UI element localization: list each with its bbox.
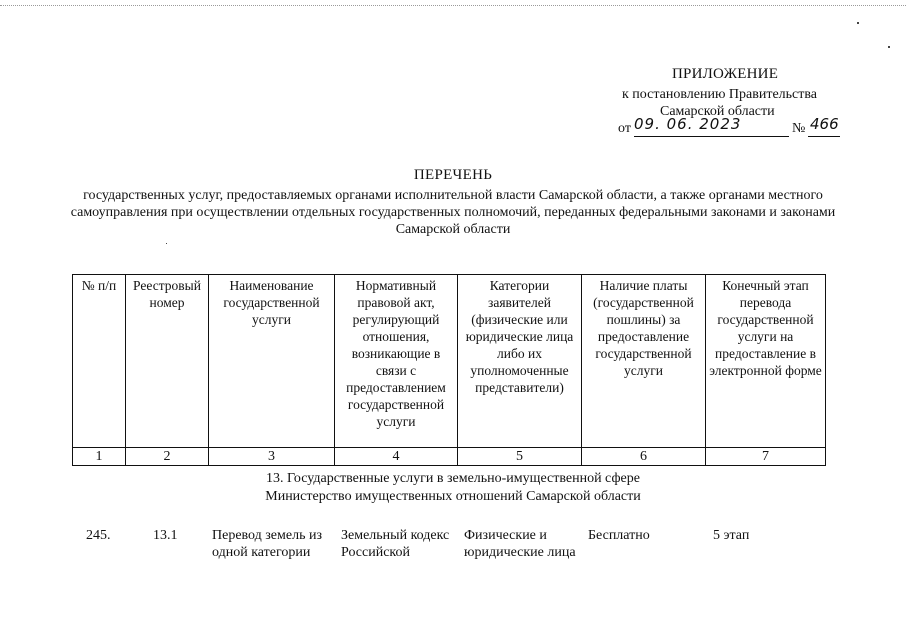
appendix-line-2: Самарской области [660, 104, 775, 119]
row-legal-act: Земельный кодекс Российской [341, 528, 450, 560]
row-number: 245. [86, 528, 111, 543]
column-header-applicants: Категории заявителей (физические или юридические лица либо их уполномоченные представители) [458, 275, 582, 448]
document-title: ПЕРЕЧЕНЬ [413, 167, 493, 183]
handwritten-number: 466 [810, 115, 839, 133]
table-column-numbers-row [73, 448, 826, 466]
column-number: 5 [458, 448, 582, 466]
column-number: 6 [582, 448, 706, 466]
scan-speck [888, 46, 890, 48]
scan-edge-dotted-line [0, 5, 906, 7]
number-prefix: № [792, 121, 806, 136]
ministry-name: Министерство имущественных отношений Самарской области [265, 489, 641, 504]
appendix-line-1: к постановлению Правительства [622, 87, 818, 102]
column-number: 3 [209, 448, 335, 466]
column-header-legal-act: Нормативный правовой акт, регулирующий отношения, возникающие в связи с предоставлением государственной услуги [335, 275, 458, 448]
services-table [72, 274, 826, 466]
number-underline [808, 136, 840, 137]
table-header-row [73, 275, 826, 448]
column-number: 1 [73, 448, 126, 466]
column-header-registry: Реестровый номер [126, 275, 209, 448]
date-underline [634, 136, 789, 137]
column-number: 2 [126, 448, 209, 466]
row-fee: Бесплатно [588, 528, 650, 543]
column-header-stage: Конечный этап перевода государственной услуги на предоставление в электронной форме [706, 275, 826, 448]
appendix-date-number [618, 115, 840, 140]
column-header-number: № п/п [73, 275, 126, 448]
date-prefix: от [618, 121, 631, 136]
handwritten-date: 09. 06. 2023 [634, 115, 742, 133]
appendix-title: ПРИЛОЖЕНИЕ [672, 66, 779, 82]
scan-speck [166, 243, 167, 244]
document-subtitle: государственных услуг, предоставляемых органами исполнительной власти Самарской области, а также органами местного самоуправления при осуществлении отдельных государственных полномочий, переданных федеральными законами и законами Самарской области [70, 188, 836, 237]
row-stage: 5 этап [713, 528, 750, 543]
row-registry-number: 13.1 [153, 528, 178, 543]
column-header-service-name: Наименование государственной услуги [209, 275, 335, 448]
section-title: 13. Государственные услуги в земельно-имущественной сфере [266, 471, 640, 486]
scan-speck [857, 22, 859, 24]
row-service-name: Перевод земель из одной категории [212, 528, 322, 560]
column-header-fee: Наличие платы (государственной пошлины) за предоставление государственной услуги [582, 275, 706, 448]
column-number: 7 [706, 448, 826, 466]
column-number: 4 [335, 448, 458, 466]
row-applicants: Физические и юридические лица [464, 528, 576, 560]
